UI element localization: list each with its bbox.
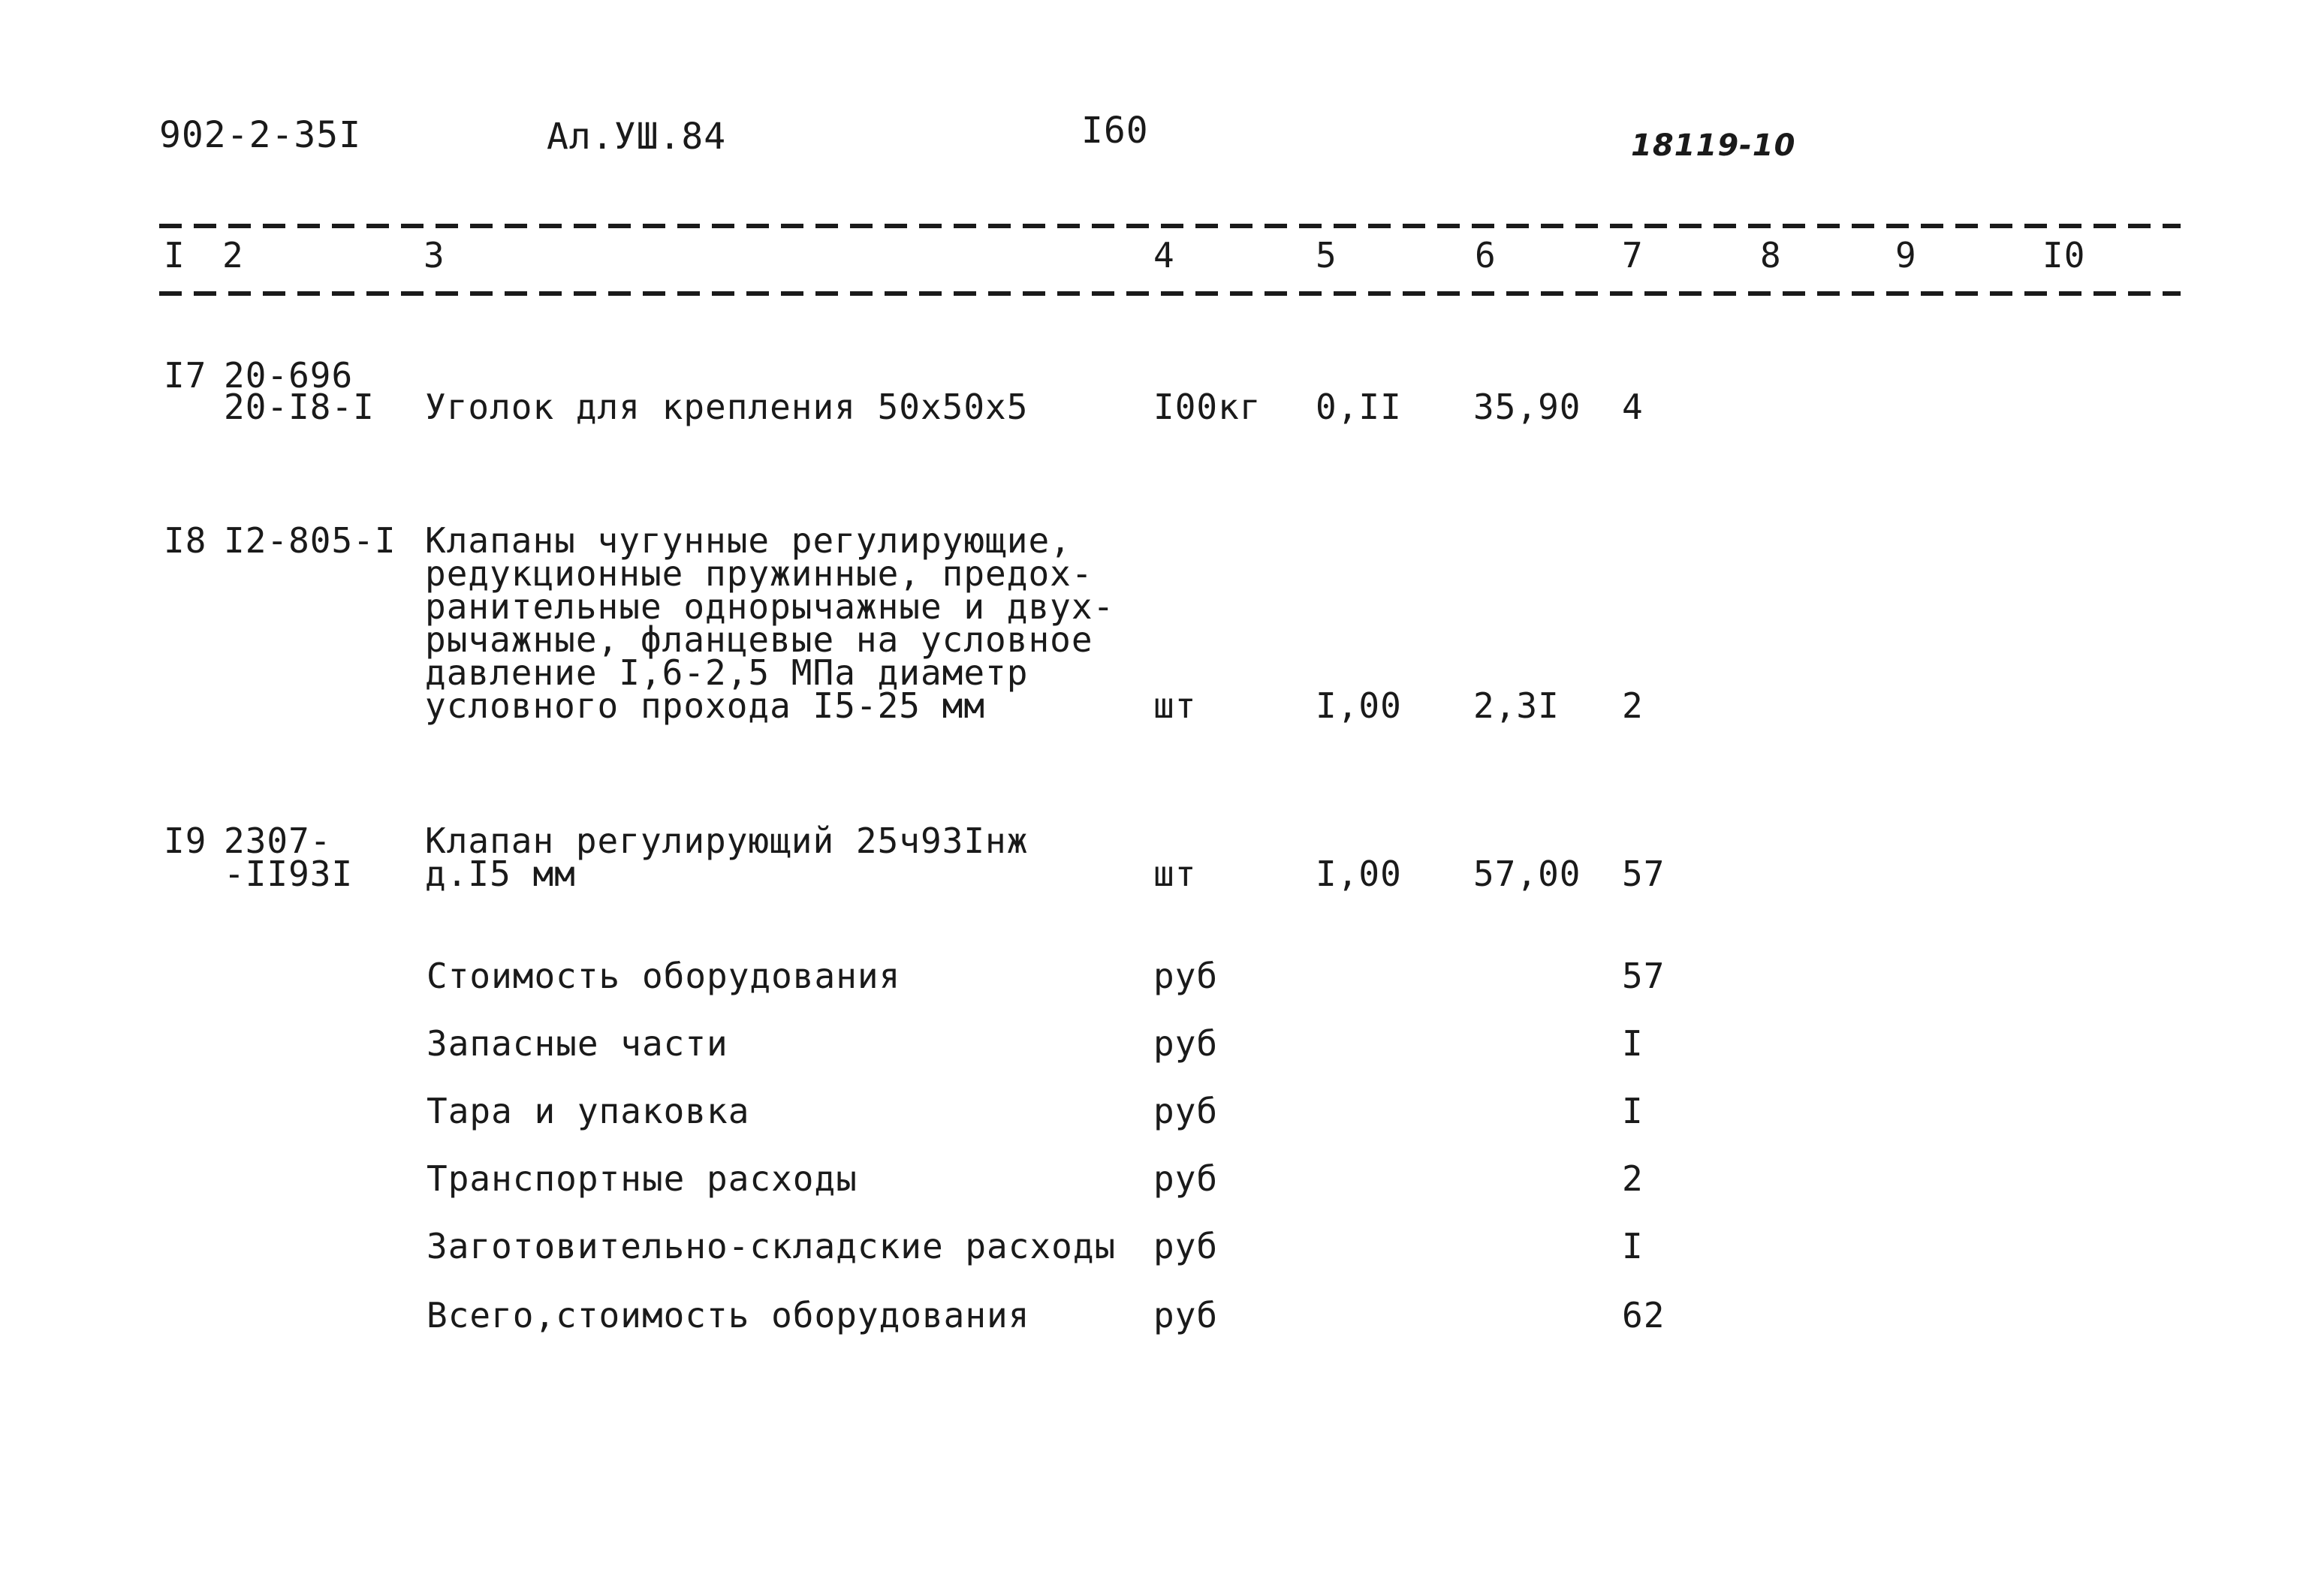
row-18-description-line-6: условного прохода I5-25 мм (425, 685, 986, 726)
row-17-quantity: 0,II (1316, 387, 1402, 427)
summary-spare-parts-label: Запасные части (427, 1023, 728, 1064)
row-19-unit-price: 57,00 (1473, 854, 1581, 894)
summary-packaging-total: I (1622, 1091, 1644, 1131)
column-header-9: 9 (1895, 235, 1917, 276)
summary-warehouse-total: I (1622, 1226, 1644, 1266)
summary-warehouse-unit: руб (1153, 1226, 1219, 1266)
column-header-1: I (164, 235, 185, 276)
column-header-7: 7 (1622, 235, 1644, 276)
header-bottom-divider (159, 291, 2181, 296)
summary-warehouse-label: Заготовительно-складские расходы (427, 1226, 1117, 1266)
column-header-8: 8 (1760, 235, 1782, 276)
row-19-quantity: I,00 (1316, 854, 1402, 894)
summary-transport-label: Транспортные расходы (427, 1158, 858, 1199)
summary-transport-unit: руб (1153, 1158, 1219, 1199)
row-17-unit-price: 35,90 (1473, 387, 1581, 427)
row-19-number: I9 (164, 821, 207, 861)
summary-grand-total-value: 62 (1622, 1295, 1665, 1336)
document-number: 902-2-35I (159, 114, 362, 156)
row-17-total: 4 (1622, 387, 1644, 427)
row-19-code-line-2: -II93I (224, 854, 354, 894)
inventory-stamp: 18119-10 (1631, 128, 1796, 163)
row-19-total: 57 (1622, 854, 1665, 894)
summary-equipment-cost-total: 57 (1622, 956, 1665, 996)
column-header-3: 3 (424, 235, 445, 276)
column-header-5: 5 (1316, 235, 1337, 276)
row-18-unit: шт (1153, 685, 1197, 726)
row-17-number: I7 (164, 355, 207, 396)
column-header-6: 6 (1475, 235, 1497, 276)
row-19-description-line-1: Клапан регулирующий 25ч93Iнж (425, 821, 1029, 861)
summary-equipment-cost-label: Стоимость оборудования (427, 956, 901, 996)
row-18-description-line-1: Клапаны чугунные регулирующие, (425, 520, 1072, 561)
summary-grand-total-label: Всего,стоимость оборудования (427, 1295, 1030, 1336)
row-19-code-line-1: 2307- (224, 821, 332, 861)
page-number: I60 (1081, 110, 1149, 152)
row-18-description-line-2: редукционные пружинные, предох- (425, 553, 1093, 594)
album-reference: Ал.УШ.84 (547, 116, 727, 158)
row-18-number: I8 (164, 520, 207, 561)
row-18-unit-price: 2,3I (1473, 685, 1560, 726)
column-header-10: I0 (2042, 235, 2086, 276)
row-18-description-line-4: рычажные, фланцевые на условное (425, 619, 1093, 660)
summary-spare-parts-total: I (1622, 1023, 1644, 1064)
summary-packaging-unit: руб (1153, 1091, 1219, 1131)
row-17-code-line-1: 20-696 (224, 355, 354, 396)
row-17-description: Уголок для крепления 50х50х5 (425, 387, 1029, 427)
summary-packaging-label: Тара и упаковка (427, 1091, 750, 1131)
row-19-unit: шт (1153, 854, 1197, 894)
row-18-description-line-5: давление I,6-2,5 МПа диаметр (425, 652, 1029, 693)
summary-equipment-cost-unit: руб (1153, 956, 1219, 996)
row-17-unit: I00кг (1153, 387, 1262, 427)
row-18-code: I2-805-I (224, 520, 396, 561)
row-17-code-line-2: 20-I8-I (224, 387, 375, 427)
summary-spare-parts-unit: руб (1153, 1023, 1219, 1064)
column-header-4: 4 (1153, 235, 1175, 276)
row-18-quantity: I,00 (1316, 685, 1402, 726)
row-18-description-line-3: ранительные однорычажные и двух- (425, 586, 1115, 627)
summary-grand-total-unit: руб (1153, 1295, 1219, 1336)
header-top-divider (159, 224, 2181, 228)
row-19-description-line-2: д.I5 мм (425, 854, 576, 894)
row-18-total: 2 (1622, 685, 1644, 726)
column-header-2: 2 (222, 235, 244, 276)
summary-transport-total: 2 (1622, 1158, 1644, 1199)
